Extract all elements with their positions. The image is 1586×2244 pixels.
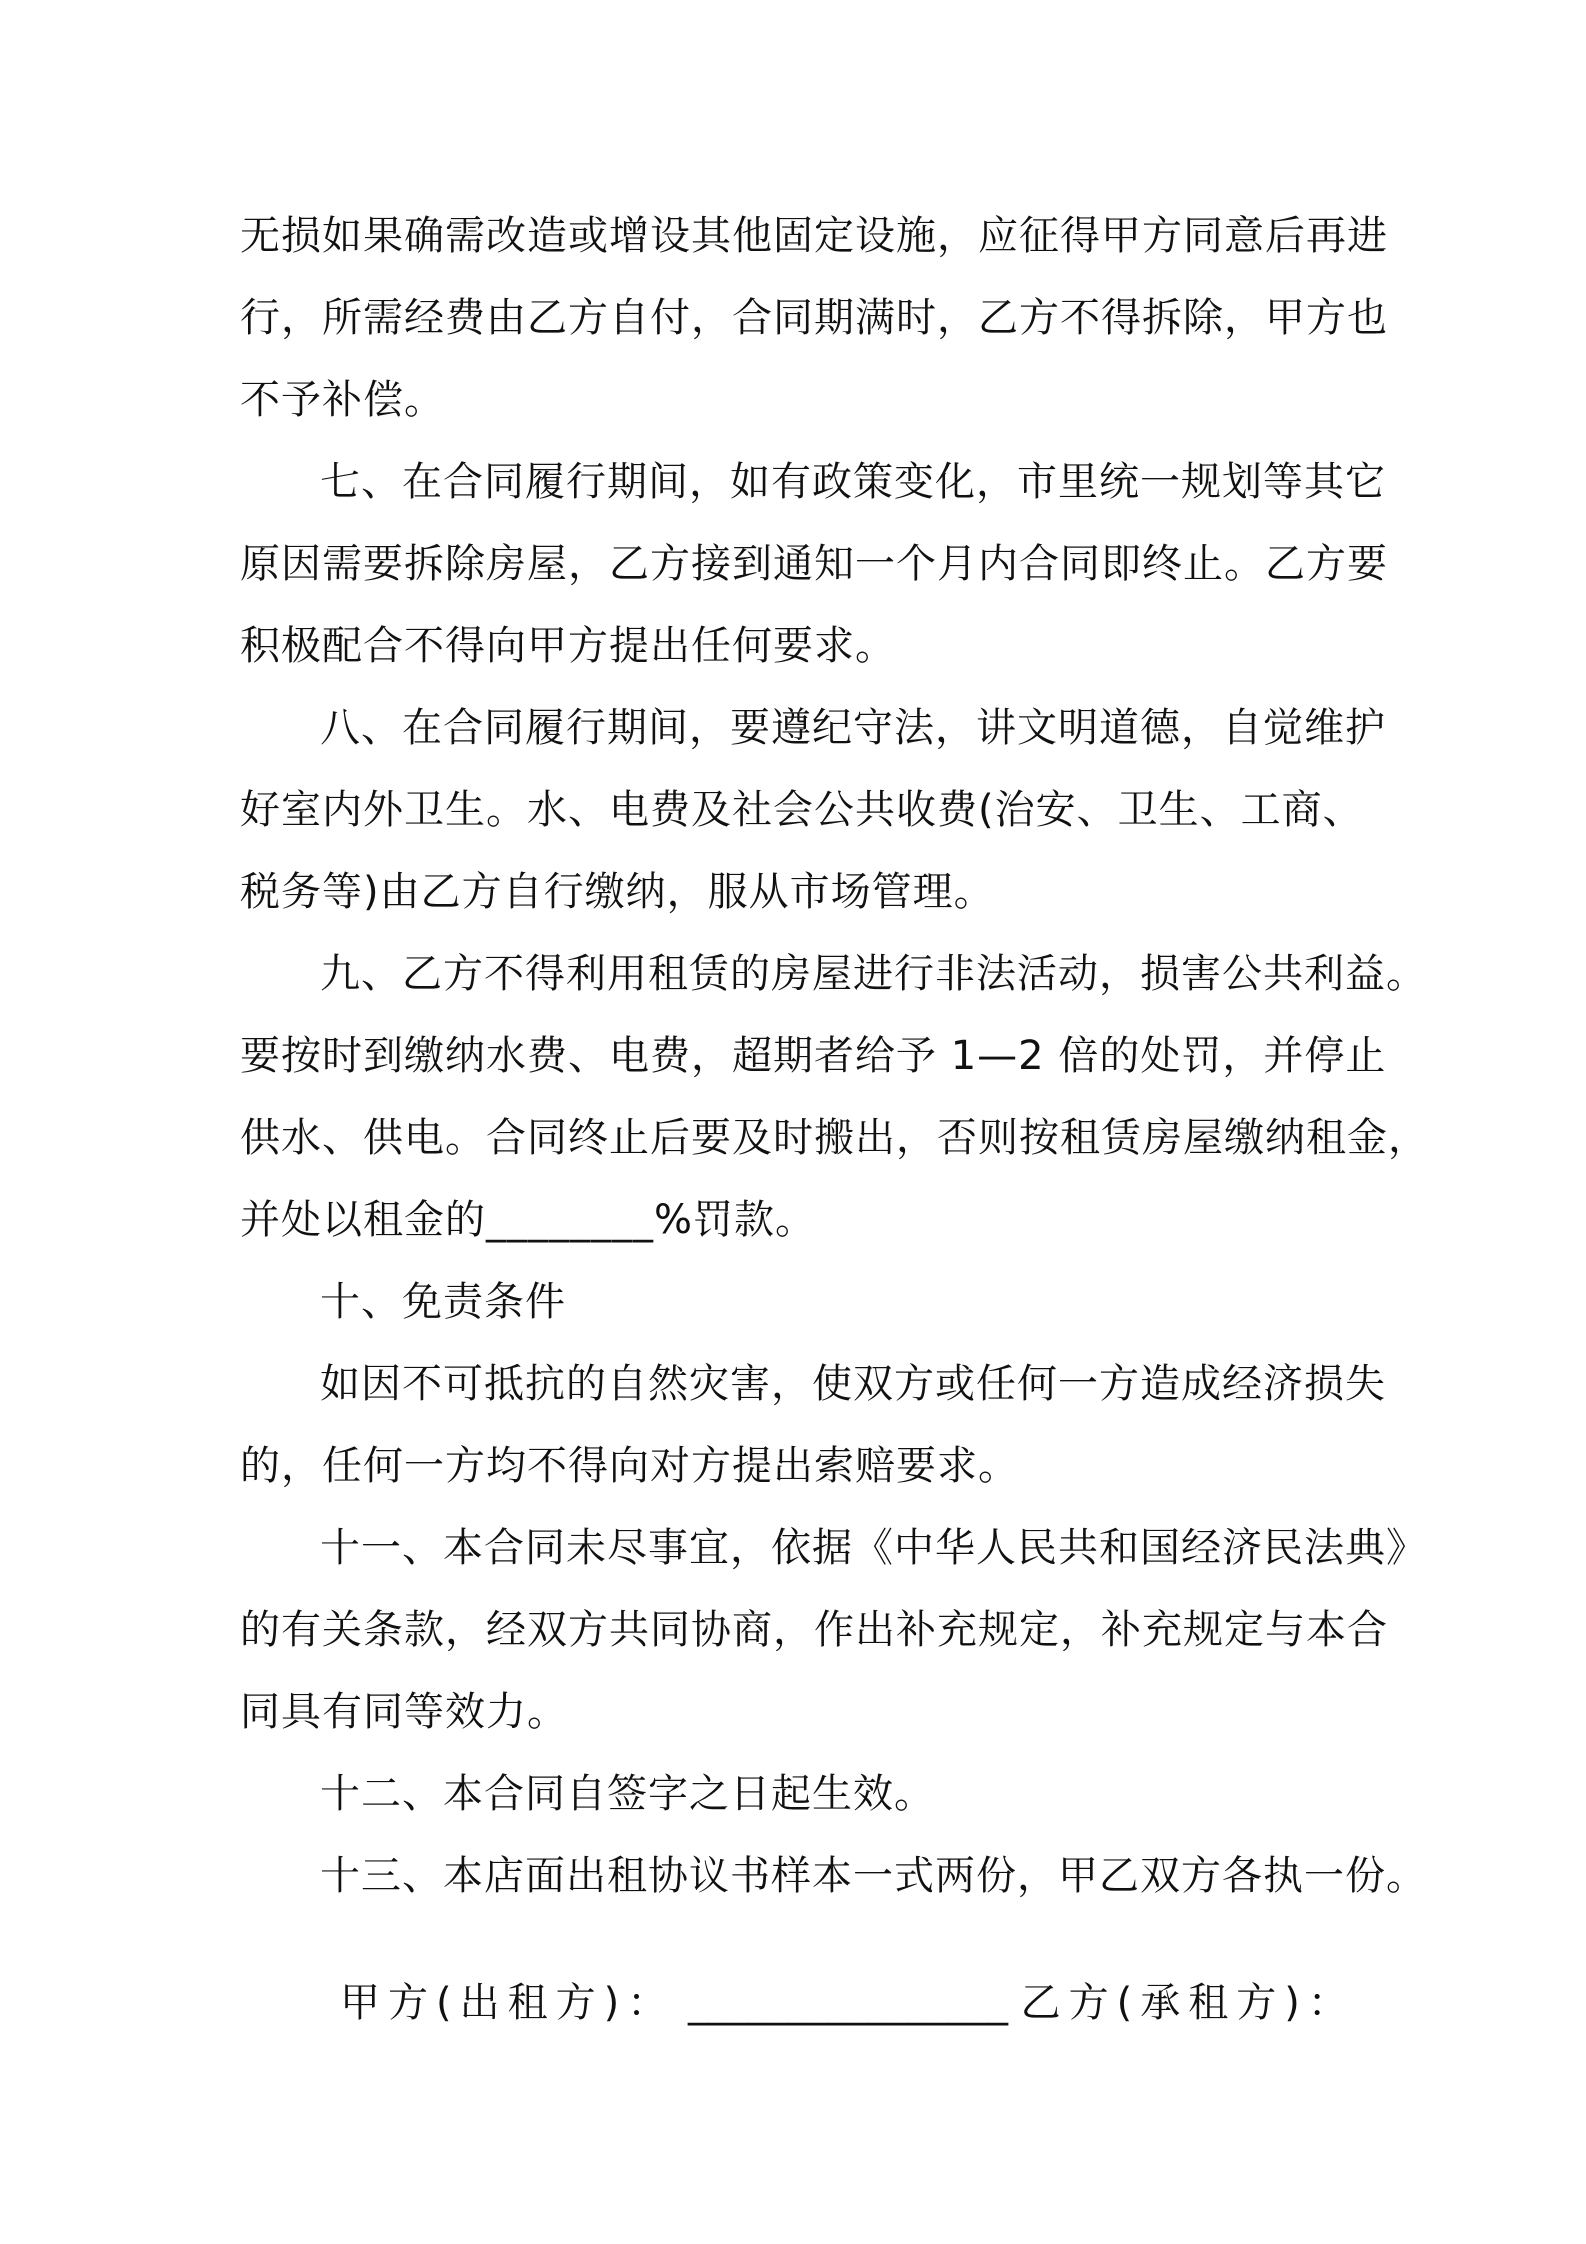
paragraph-line: 原因需要拆除房屋，乙方接到通知一个月内合同即终止。乙方要 [240,541,1388,587]
party-b-label: 乙方(承租方)： [1020,1980,1356,2026]
paragraph-line: 并处以租金的________%罚款。 [240,1197,817,1243]
paragraph-line: 不予补偿。 [240,377,445,423]
signature-line [340,1962,1356,2044]
clause-7-heading-line: 七、在合同履行期间，如有政策变化，市里统一规划等其它 [320,459,1386,505]
paragraph-line: 行，所需经费由乙方自付，合同期满时，乙方不得拆除，甲方也 [240,295,1388,341]
paragraph-line: 要按时到缴纳水费、电费，超期者给予 1—2 倍的处罚，并停止 [240,1033,1387,1079]
clause-10-heading: 十、免责条件 [320,1279,566,1325]
document-body [240,195,1429,1917]
party-a-label: 甲方(出租方)： [340,1980,676,2026]
paragraph-line: 如因不可抵抗的自然灾害，使双方或任何一方造成经济损失 [320,1361,1386,1407]
paragraph-line: 的有关条款，经双方共同协商，作出补充规定，补充规定与本合 [240,1607,1388,1653]
clause-8-heading-line: 八、在合同履行期间，要遵纪守法，讲文明道德，自觉维护 [320,705,1386,751]
paragraph-line: 税务等)由乙方自行缴纳，服从市场管理。 [240,869,995,915]
clause-12-line: 十二、本合同自签字之日起生效。 [320,1771,935,1817]
paragraph-line: 无损如果确需改造或增设其他固定设施，应征得甲方同意后再进 [240,213,1388,259]
signature-blank: ________________ [687,1980,1008,2026]
paragraph-line: 同具有同等效力。 [240,1689,568,1735]
paragraph-line: 积极配合不得向甲方提出任何要求。 [240,623,896,669]
paragraph-line: 好室内外卫生。水、电费及社会公共收费(治安、卫生、工商、 [240,787,1364,833]
paragraph-line: 供水、供电。合同终止后要及时搬出，否则按租赁房屋缴纳租金， [240,1115,1429,1161]
clause-13-line: 十三、本店面出租协议书样本一式两份，甲乙双方各执一份。 [320,1853,1427,1899]
clause-9-heading-line: 九、乙方不得利用租赁的房屋进行非法活动，损害公共利益。 [320,951,1427,997]
clause-11-heading-line: 十一、本合同未尽事宜，依据《中华人民共和国经济民法典》 [320,1525,1427,1571]
paragraph-line: 的，任何一方均不得向对方提出索赔要求。 [240,1443,1019,1489]
